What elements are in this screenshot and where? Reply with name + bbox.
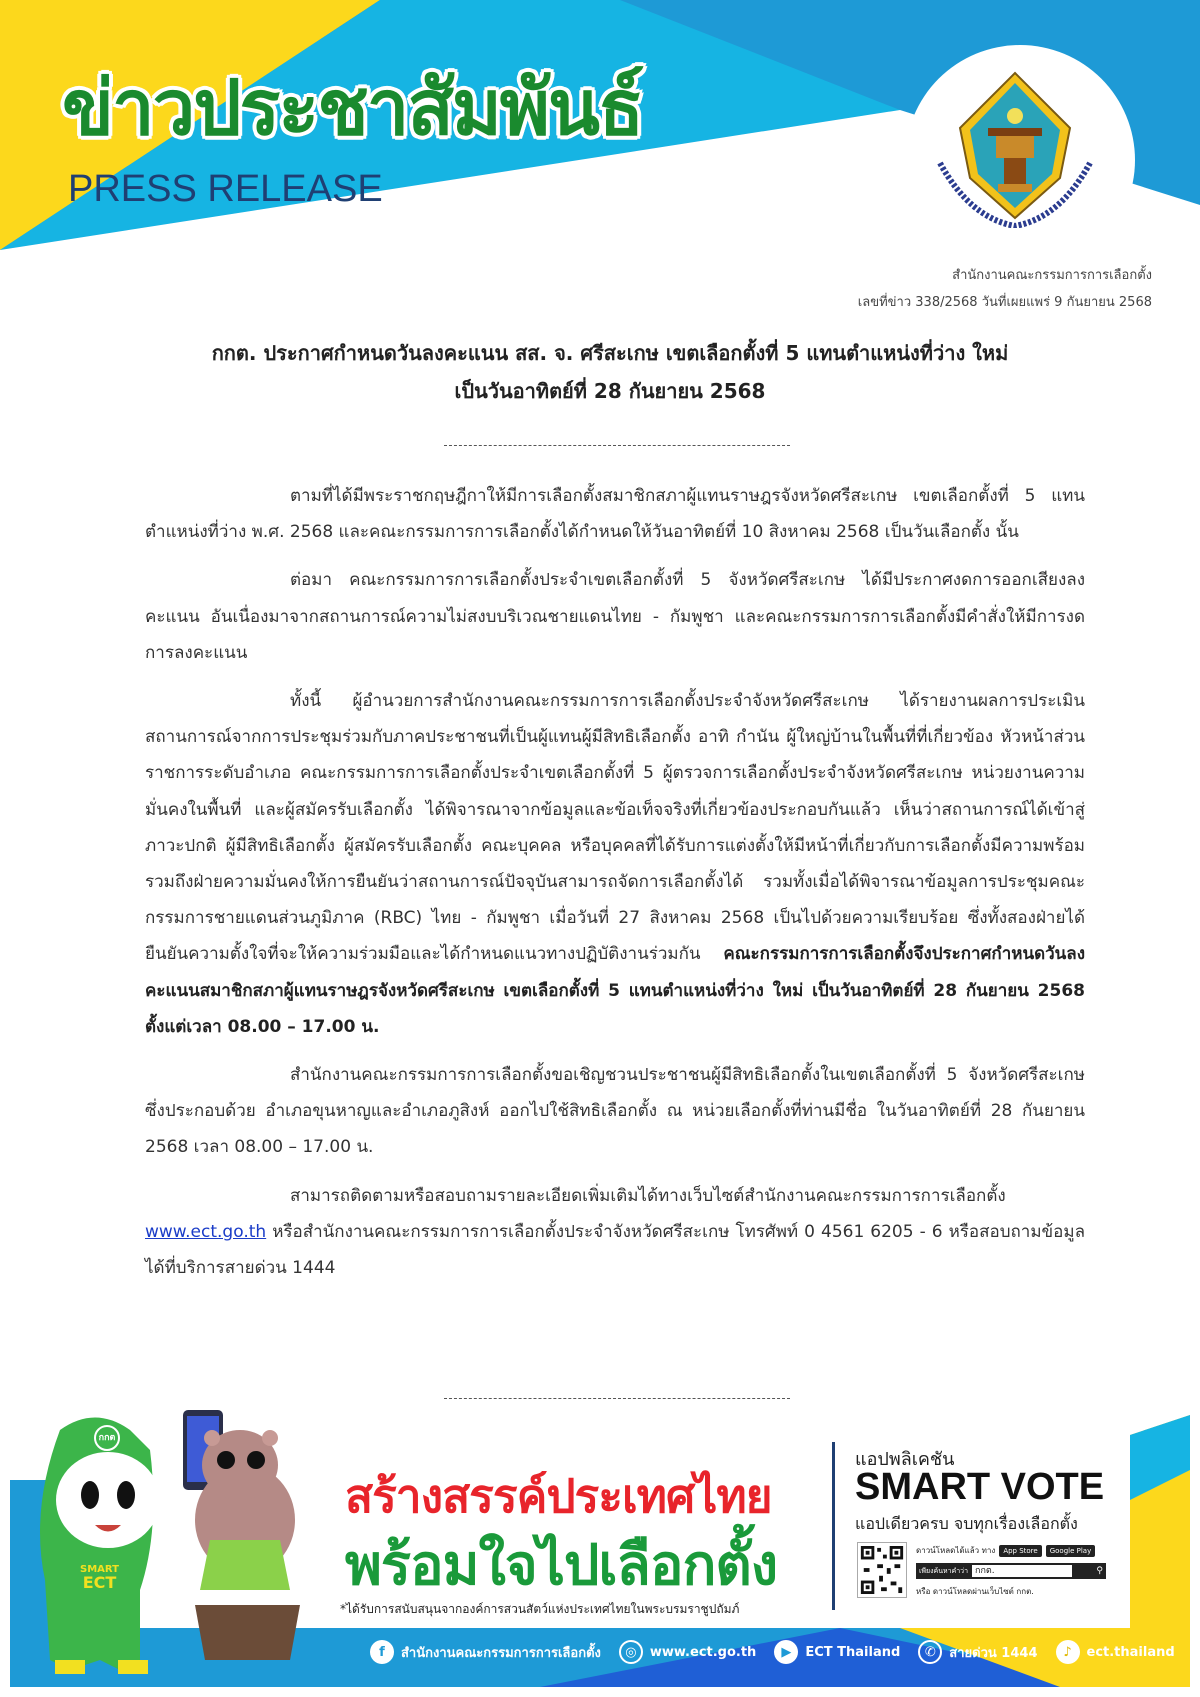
press-release-body [145,478,1085,1298]
social-youtube[interactable] [774,1640,900,1664]
search-keyword: กกต. [972,1565,1072,1577]
globe-icon: ◎ [619,1640,643,1664]
mascot-shirt-line-1: SMART [80,1564,119,1575]
ect-emblem-logo [930,68,1100,228]
search-label: เพียงค้นหาคำว่า [919,1566,969,1575]
social-links [370,1640,1183,1664]
campaign-banner [0,1390,1200,1697]
social-hotline-label: สายด่วน 1444 [949,1645,1038,1661]
web-download-note: หรือ ดาวน์โหลดผ่านเว็บไซต์ กกต. [916,1587,1034,1596]
press-release-header [0,0,1200,260]
paragraph-5-text-after: หรือสำนักงานคณะกรรมการการเลือกตั้งประจำจังหวัดศรีสะเกษ โทรศัพท์ 0 4561 6205 - 6 หรือสอบถามข้อมูลได้ที่บริการสายด่วน 1444 [145,1221,1085,1279]
social-facebook-label: สำนักงานคณะกรรมการการเลือกตั้ง [401,1645,601,1661]
ect-website-link[interactable]: www.ect.go.th [145,1221,267,1242]
paragraph-2: ต่อมา คณะกรรมการการเลือกตั้งประจำเขตเลือกตั้งที่ 5 จังหวัดศรีสะเกษ ได้มีประกาศงดการออกเสียงลงคะแนน อันเนื่องมาจากสถานการณ์ความไม่สงบบริเวณชายแดนไทย - กัมพูชา และคณะกรรมการการเลือกตั้งมีคำสั่งให้มีการงดการลงคะแนน [145,570,1085,663]
slogan-line-1: สร้างสรรค์ประเทศไทย [345,1469,772,1523]
paragraph-3-text: ทั้งนี้ ผู้อำนวยการสำนักงานคณะกรรมการการเลือกตั้งประจำจังหวัดศรีสะเกษ ได้รายงานผลการประเมินสถานการณ์จากการประชุมร่วมกับภาคประชาชนที่เป็นผู้แทนผู้มีสิทธิเลือกตั้ง อาทิ กำนัน ผู้ใหญ่บ้านในพื้นที่ที่เกี่ยวข้อง หัวหน้าส่วนราชการระดับอำเภอ คณะกรรมการการเลือกตั้งประจำเขตเลือกตั้งที่ 5 ผู้ตรวจการเลือกตั้งประจำจังหวัดศรีสะเกษ หน่วยงานความมั่นคงในพื้นที่ และผู้สมัครรับเลือกตั้ง ได้พิจารณาจากข้อมูลและข้อเท็จจริงที่เกี่ยวข้องประกอบกันแล้ว เห็นว่าสถานการณ์ได้เข้าสู่ภาวะปกติ ผู้มีสิทธิเลือกตั้ง ผู้สมัครรับเลือกตั้ง คณะบุคคล หรือบุคคลที่ได้รับการแต่งตั้งให้มีหน้าที่เกี่ยวกับการเลือกตั้งมีความพร้อม รวมถึงฝ่ายความมั่นคงให้การยืนยันว่าสถานการณ์ปัจจุบันสามารถจัดการเลือกตั้งได้ รวมทั้งเมื่อได้พิจารณาข้อมูลการประชุมคณะกรรมการชายแดนส่วนภูมิภาค (RBC) ไทย - กัมพูชา เมื่อวันที่ 27 สิงหาคม 2568 เป็นไปด้วยความเรียบร้อย ซึ่งทั้งสองฝ่ายได้ยืนยันความตั้งใจที่จะให้ความร่วมมือและได้กำหนดแนวทางปฏิบัติงานร่วมกัน [145,691,1085,965]
app-name: SMART VOTE [855,1466,1105,1508]
google-play-button[interactable]: Google Play [1046,1545,1096,1557]
paragraph-5-text-before: สามารถติดตามหรือสอบถามรายละเอียดเพิ่มเติมได้ทางเว็บไซต์สำนักงานคณะกรรมการการเลือกตั้ง [290,1185,1006,1206]
mascot-shirt-line-2: ECT [82,1573,117,1592]
paragraph-1: ตามที่ได้มีพระราชกฤษฎีกาให้มีการเลือกตั้งสมาชิกสภาผู้แทนราษฎรจังหวัดศรีสะเกษ เขตเลือกตั้งที่ 5 แทนตำแหน่งที่ว่าง พ.ศ. 2568 และคณะกรรมการการเลือกตั้งได้กำหนดให้วันอาทิตย์ที่ 10 สิงหาคม 2568 เป็นวันเลือกตั้ง นั้น [145,486,1085,543]
separator-top [444,445,790,446]
app-search-bar [916,1563,1106,1579]
tiktok-icon: ♪ [1056,1640,1080,1664]
qr-code-icon[interactable] [857,1542,907,1598]
social-facebook[interactable] [370,1640,601,1664]
social-website-label: www.ect.go.th [649,1644,757,1660]
headline-line-2: เป็นวันอาทิตย์ที่ 28 กันยายน 2568 [454,379,766,403]
agency-name: สำนักงานคณะกรรมการการเลือกตั้ง [952,268,1152,283]
social-hotline[interactable] [918,1640,1037,1664]
mascot-badge: กกต [94,1425,120,1451]
paragraph-3 [145,683,1085,1045]
paragraph-4: สำนักงานคณะกรรมการการเลือกตั้งขอเชิญชวนประชาชนผู้มีสิทธิเลือกตั้งในเขตเลือกตั้งที่ 5 จังหวัดศรีสะเกษ ซึ่งประกอบด้วย อำเภอขุนหาญและอำเภอภูสิงห์ ออกไปใช้สิทธิเลือกตั้ง ณ หน่วยเลือกตั้งที่ท่านมีชื่อ ในวันอาทิตย์ที่ 28 กันยายน 2568 เวลา 08.00 – 17.00 น. [145,1065,1085,1158]
social-youtube-label: ECT Thailand [805,1644,901,1660]
press-release-title-english: PRESS RELEASE [68,168,383,210]
social-tiktok-label: ect.thailand [1086,1644,1175,1660]
paragraph-3-announcement: คณะกรรมการการเลือกตั้งจึงประกาศกำหนดวันลงคะแนนสมาชิกสภาผู้แทนราษฎรจังหวัดศรีสะเกษ เขตเลือกตั้งที่ 5 แทนตำแหน่งที่ว่าง ใหม่ เป็นวันอาทิตย์ที่ 28 กันยายน 2568 ตั้งแต่เวลา 08.00 – 17.00 น. [145,944,1085,1037]
download-row [916,1544,1095,1557]
social-tiktok[interactable] [1056,1640,1175,1664]
agency-info [858,262,1152,316]
social-website[interactable] [619,1640,756,1664]
paragraph-5 [145,1178,1085,1287]
app-store-button[interactable]: App Store [999,1545,1041,1557]
search-icon: ⚲ [1096,1566,1103,1576]
app-label: แอปพลิเคชัน [855,1449,955,1470]
slogan-line-2: พร้อมใจไปเลือกตั้ง [345,1533,778,1598]
support-note: *ได้รับการสนับสนุนจากองค์การสวนสัตว์แห่งประเทศไทยในพระบรมราชูปถัมภ์ [340,1602,740,1616]
headline [130,334,1090,410]
play-icon: ▶ [774,1640,798,1664]
vertical-divider [832,1442,835,1610]
download-label: ดาวน์โหลดได้แล้ว ทาง [916,1546,996,1555]
press-release-title-thai: ข่าวประชาสัมพันธ์ [62,63,643,152]
release-number-date: เลขที่ข่าว 338/2568 วันที่เผยแพร่ 9 กันยายน 2568 [857,295,1152,310]
phone-icon: ✆ [918,1640,942,1664]
app-tagline: แอปเดียวครบ จบทุกเรื่องเลือกตั้ง [855,1514,1078,1533]
facebook-icon: f [370,1640,394,1664]
mascot-shirt-text [80,1565,119,1591]
headline-line-1: กกต. ประกาศกำหนดวันลงคะแนน สส. จ. ศรีสะเกษ เขตเลือกตั้งที่ 5 แทนตำแหน่งที่ว่าง ใหม่ [211,341,1009,365]
